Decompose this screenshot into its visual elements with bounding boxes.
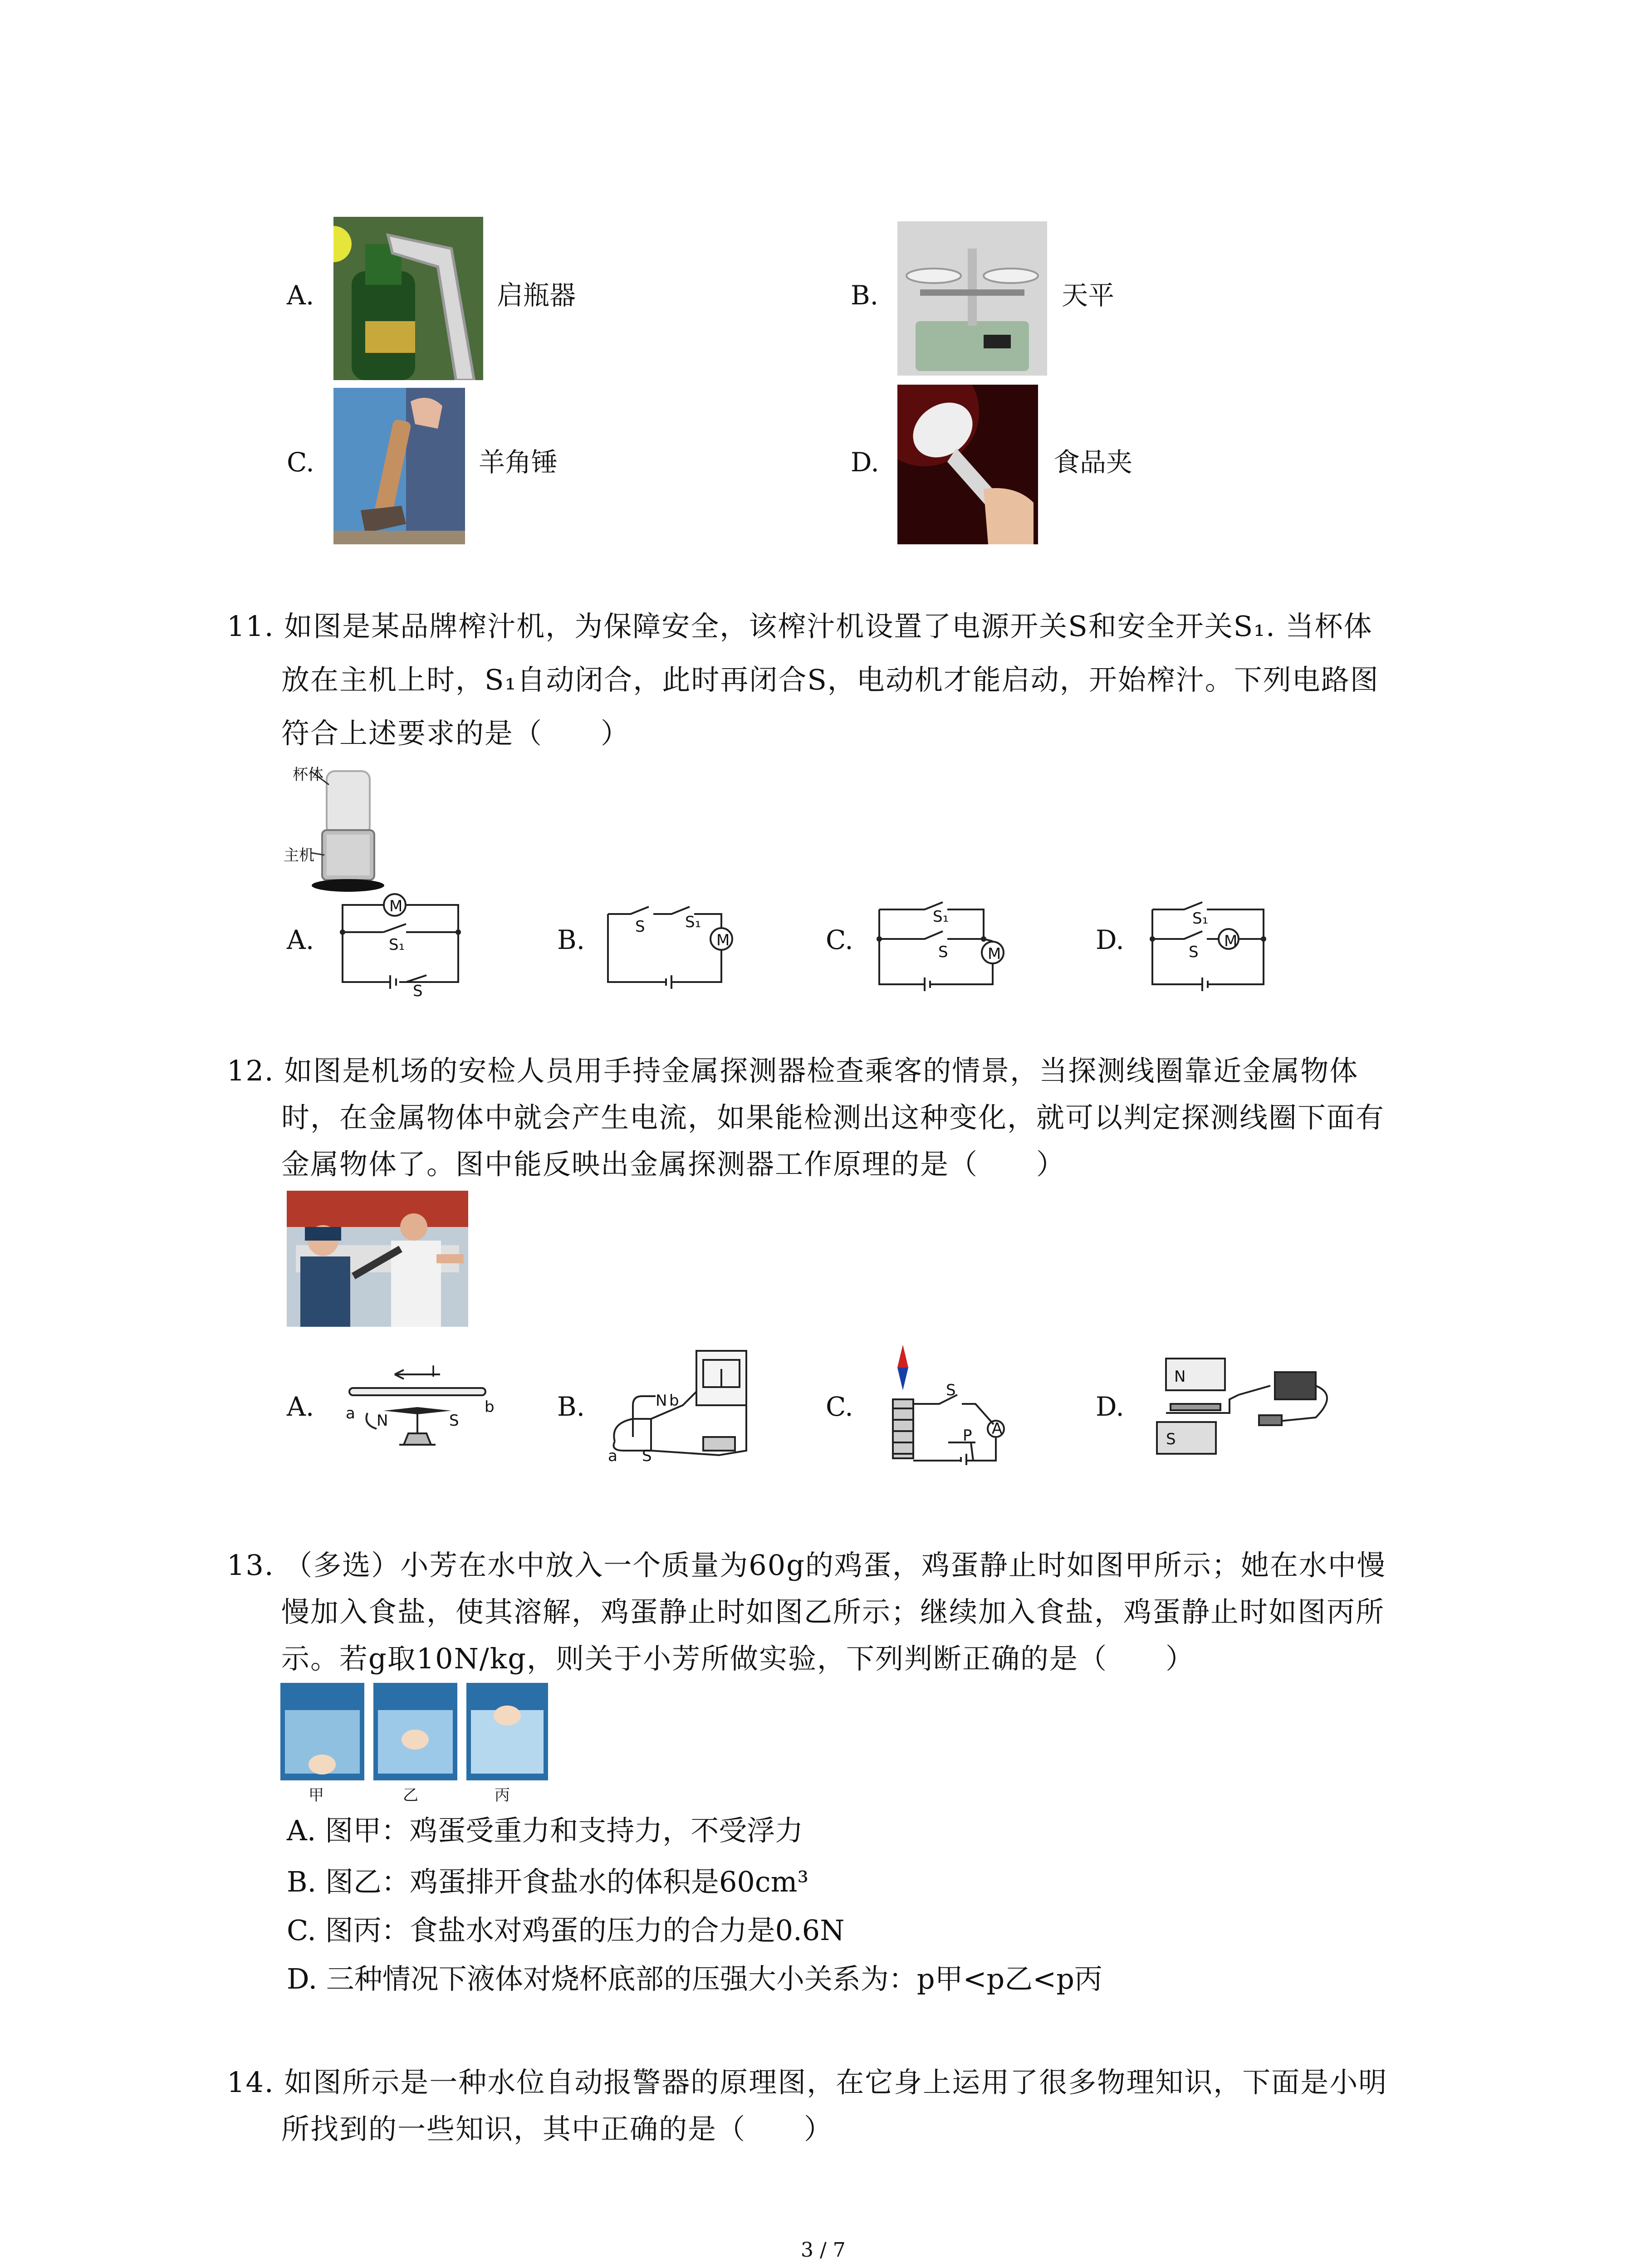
q10-option-a-label: 启瓶器 (497, 280, 576, 311)
q11-line-2: 放在主机上时，S₁自动闭合，此时再闭合S，电动机才能启动，开始榨汁。下列电路图 (281, 663, 1379, 696)
q11-option-a: A. (287, 924, 314, 955)
bottle-opener-photo (333, 217, 483, 380)
current-label: I (431, 1363, 436, 1381)
north-label: N (1174, 1368, 1186, 1386)
q10-option-c-letter: C. (287, 447, 314, 478)
slider-p-label: P (963, 1427, 972, 1445)
juicer-cup-label: 杯体 (293, 766, 323, 784)
q12-line-1: 12. 如图是机场的安检人员用手持金属探测器检查乘客的情景，当探测线圈靠近金属物体 (227, 1054, 1359, 1087)
q11-line-3: 符合上述要求的是（ ） (281, 717, 630, 750)
q12-line-2: 时，在金属物体中就会产生电流，如果能检测出这种变化，就可以判定探测线圈下面有 (281, 1101, 1385, 1134)
egg-beakers-figure (280, 1683, 548, 1780)
q11-circuit-a (338, 891, 463, 998)
q13-option-d: D. 三种情况下液体对烧杯底部的压强大小关系为：p甲<p乙<p丙 (287, 1962, 1102, 1995)
north-label: N (377, 1412, 388, 1430)
motor-label: M (389, 897, 403, 915)
beaker-label-jia: 甲 (309, 1786, 324, 1804)
switch-s-label: S (946, 1381, 956, 1399)
q13-option-b: B. 图乙：鸡蛋排开食盐水的体积是60cm³ (287, 1865, 809, 1898)
q11-circuit-c (875, 896, 1011, 993)
ammeter-label: A (992, 1420, 1003, 1438)
end-b-label: b (485, 1398, 495, 1416)
balance-scale-photo (897, 221, 1047, 376)
switch-s-label: S (1189, 943, 1199, 961)
q11-circuit-d (1148, 896, 1268, 993)
security-check-photo (287, 1191, 468, 1327)
motor-label: M (1224, 932, 1238, 950)
switch-s-label: S (413, 982, 423, 1000)
switch-s1-label: S₁ (933, 908, 949, 926)
south-label: S (1166, 1430, 1176, 1448)
q11-circuit-b (603, 900, 740, 991)
q13-line-1: 13. （多选）小芳在水中放入一个质量为60g的鸡蛋，鸡蛋静止时如图甲所示；她在水中慢 (227, 1549, 1386, 1582)
q10-option-d-label: 食品夹 (1053, 447, 1133, 478)
q10-option-a-letter: A. (287, 280, 314, 311)
q12-option-d: D. (1096, 1391, 1124, 1422)
q10-option-d-letter: D. (851, 447, 879, 478)
q14-line-2: 所找到的一些知识，其中正确的是（ ） (281, 2112, 833, 2146)
beaker-label-yi: 乙 (403, 1786, 418, 1804)
q11-option-d: D. (1096, 924, 1124, 955)
q11-line-1: 11. 如图是某品牌榨汁机，为保障安全，该榨汁机设置了电源开关S和安全开关S₁. 当杯体 (227, 610, 1373, 643)
north-label: N (656, 1392, 667, 1410)
q10-option-b-letter: B. (851, 280, 879, 311)
q13-line-3: 示。若g取10N/kg，则关于小芳所做实验，下列判断正确的是（ ） (281, 1642, 1195, 1675)
q12-fig-d-motor (1152, 1354, 1343, 1458)
motor-label: M (988, 945, 1001, 963)
q12-line-3: 金属物体了。图中能反映出金属探测器工作原理的是（ ） (281, 1148, 1066, 1181)
switch-s1-label: S₁ (389, 936, 405, 954)
switch-s1-label: S₁ (1192, 909, 1209, 928)
q14-line-1: 14. 如图所示是一种水位自动报警器的原理图，在它身上运用了很多物理知识，下面是小明 (227, 2066, 1388, 2099)
end-a-label: a (346, 1404, 355, 1422)
end-b-label: b (669, 1392, 679, 1410)
q13-option-c: C. 图丙：食盐水对鸡蛋的压力的合力是0.6N (287, 1914, 845, 1947)
q12-fig-a-conductor-compass (340, 1361, 495, 1452)
switch-s-label: S (938, 943, 948, 961)
q12-option-c: C. (826, 1391, 853, 1422)
food-tongs-photo (897, 385, 1038, 544)
q13-line-2: 慢加入食盐，使其溶解，鸡蛋静止时如图乙所示；继续加入食盐，鸡蛋静止时如图丙所 (281, 1595, 1385, 1628)
q12-fig-c-electromagnet (885, 1340, 1021, 1465)
motor-label: M (716, 931, 730, 949)
claw-hammer-photo (333, 388, 465, 544)
q10-option-c-label: 羊角锤 (479, 447, 558, 478)
juicer-photo (284, 762, 402, 894)
q11-option-b: B. (557, 924, 585, 955)
south-label: S (449, 1412, 459, 1430)
q11-option-c: C. (826, 924, 853, 955)
end-a-label: a (608, 1447, 617, 1465)
south-label: S (642, 1447, 652, 1465)
switch-s1-label: S₁ (685, 913, 701, 931)
q12-option-b: B. (557, 1391, 585, 1422)
q12-fig-b-generator (606, 1346, 755, 1464)
page-number: 3 / 7 (801, 2239, 846, 2262)
juicer-base-label: 主机 (284, 846, 314, 865)
q10-option-b-label: 天平 (1062, 280, 1115, 311)
switch-s-label: S (635, 918, 645, 936)
q12-option-a: A. (287, 1391, 314, 1422)
beaker-label-bing: 丙 (495, 1786, 510, 1804)
q13-option-a: A. 图甲：鸡蛋受重力和支持力，不受浮力 (287, 1814, 803, 1847)
